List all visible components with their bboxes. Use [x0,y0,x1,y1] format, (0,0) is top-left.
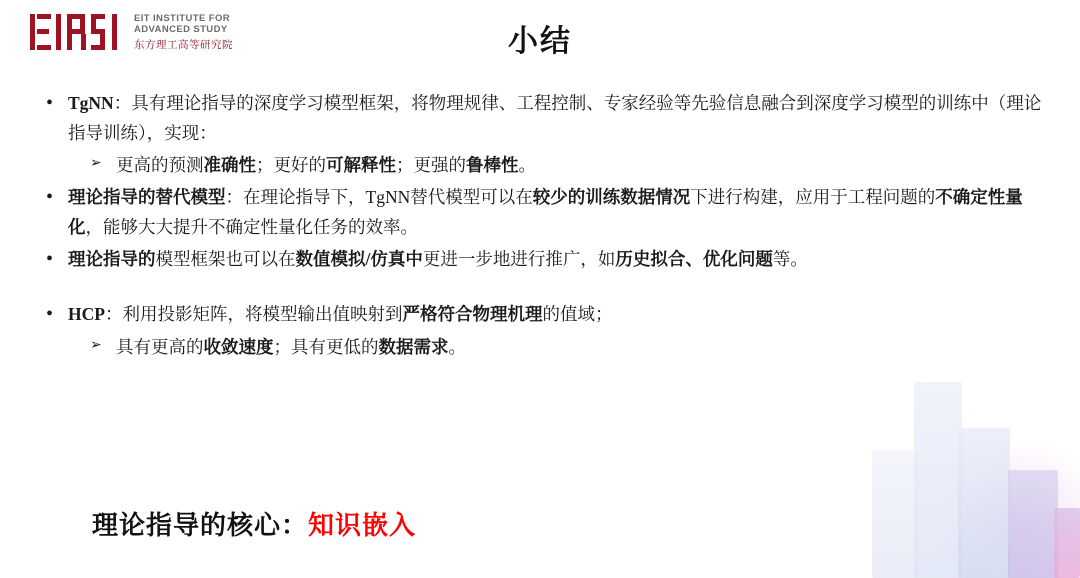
emphasis-text: 历史拟合、优化问题 [615,249,773,270]
plain-text: 具有更高的 [116,337,204,358]
decorative-bar-5 [1054,508,1080,578]
decorative-glow [930,438,1080,578]
plain-text: ：具有理论指导的深度学习模型框架，将物理规律、工程控制、专家经验等先验信息融合到深度学习模型的训练中（理论指导训练），实现： [68,93,1042,144]
bullet-item-level2 [90,332,1046,362]
emphasis-text: 不确定性量化 [68,187,1023,238]
bullet-item-level1 [46,244,1046,275]
plain-text: 。 [518,155,536,176]
bullet-item-level1 [46,88,1046,148]
decorative-bar-2 [914,382,962,578]
emphasis-text: 严格符合物理机理 [402,304,543,325]
emphasis-text: 数据需求 [378,337,449,358]
decorative-bar-4 [1008,470,1058,578]
plain-text: 更进一步地进行推广，如 [422,249,616,270]
plain-text: ，能够大大提升不确定性量化任务的效率。 [85,217,418,238]
bullet-text [116,150,1046,180]
page-title: 小结 [508,25,572,58]
plain-text: 更高的预测 [116,155,204,176]
emphasis-text: HCP [68,304,105,325]
spacer [46,277,1046,299]
bullet-item-level1 [46,299,1046,330]
emphasis-text: 收敛速度 [203,337,274,358]
logo-line-en-1: EIT INSTITUTE FOR [134,12,230,24]
plain-text: ；更强的 [396,155,466,176]
logo-line-en-2: ADVANCED STUDY [134,23,228,35]
logo-line-cn: 东方理工高等研究院 [134,39,233,52]
decorative-bar-1 [872,450,918,578]
plain-text: 等。 [772,249,808,270]
footer-statement [92,505,416,542]
plain-text: 模型框架也可以在 [155,249,296,270]
emphasis-text: TgNN [68,93,114,113]
bullet-dot-icon: • [46,186,54,209]
footer-prefix: 理论指导的核心： [92,511,309,540]
bullet-dot-icon: • [46,303,54,326]
bullet-arrow-icon: ➢ [90,337,102,354]
emphasis-text: 可解释性 [326,155,396,176]
bullet-text [68,299,1046,329]
emphasis-text: 较少的训练数据情况 [532,187,691,208]
bullet-text [68,182,1046,242]
bullet-dot-icon: • [46,92,54,114]
plain-text: 下进行构建，应用于工程问题的 [690,187,936,208]
plain-text: 。 [448,337,466,358]
plain-text: ；更好的 [256,155,326,176]
bullet-dot-icon: • [46,248,54,271]
bullet-arrow-icon: ➢ [90,155,102,172]
bullet-text [68,244,1046,274]
bullet-item-level2 [90,150,1046,180]
plain-text: ；具有更低的 [273,337,379,358]
plain-text: ：在理论指导下，TgNN替代模型可以在 [225,187,533,208]
bullet-text [68,88,1046,148]
plain-text: ：利用投影矩阵，将模型输出值映射到 [104,304,403,325]
emphasis-text: 鲁棒性 [466,155,519,176]
bullet-text [116,332,1046,362]
emphasis-text: 理论指导的替代模型 [68,187,226,208]
emphasis-text: 理论指导的 [68,249,156,270]
slide-body [46,88,1046,365]
plain-text: 的值域； [542,304,613,325]
emphasis-text: 准确性 [203,155,256,176]
bullet-item-level1 [46,182,1046,242]
emphasis-text: 数值模拟/仿真中 [295,249,423,270]
footer-highlight: 知识嵌入 [308,511,417,540]
decorative-bar-3 [958,428,1010,578]
